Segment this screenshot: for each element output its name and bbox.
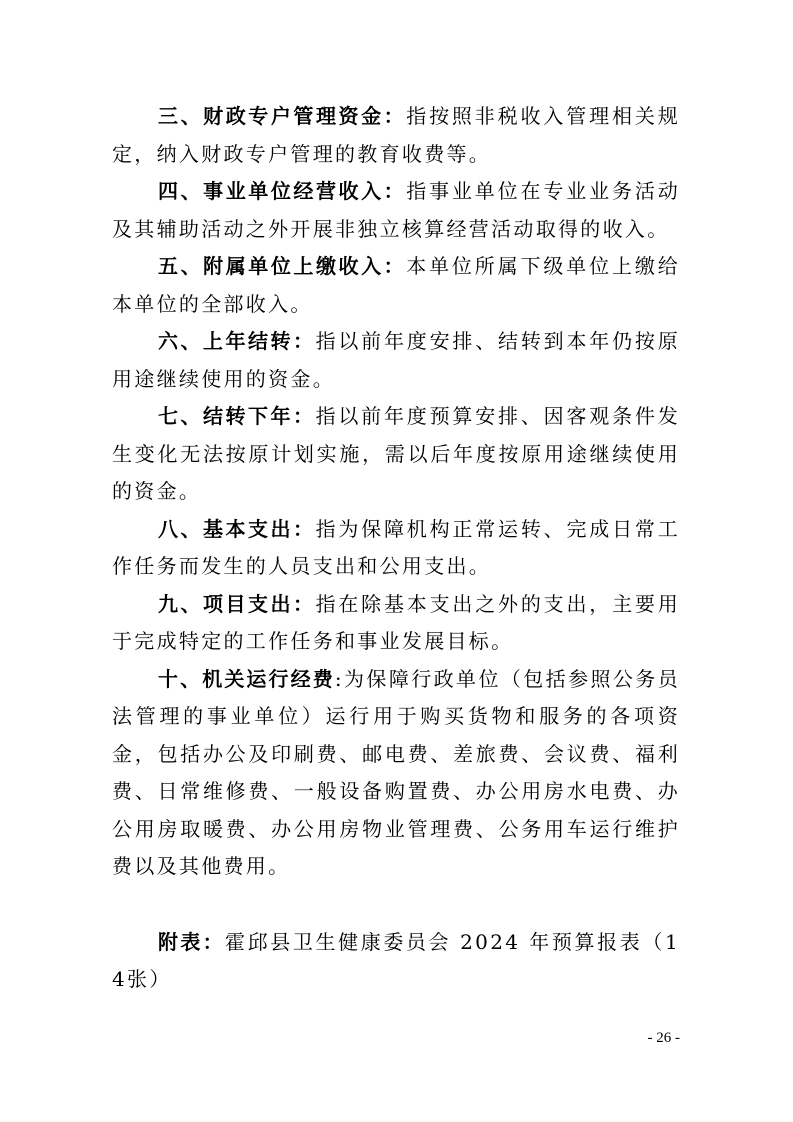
attachment-term: 附表：: [158, 929, 225, 954]
page-number: - 26 -: [647, 1030, 680, 1046]
section-term: 八、基本支出：: [158, 516, 316, 541]
section-term: 十、机关运行经费: [158, 666, 335, 691]
section-text: :为保障行政单位（包括参照公务员法管理的事业单位）运行用于购买货物和服务的各项资金，包括办公及印刷费、邮电费、差旅费、会议费、福利费、日常维修费、一般设备购置费、办公用房水电费、办公用房取暖费、办公用房物业管理费、公务用车运行维护费以及其他费用。: [112, 666, 680, 878]
section-text: 指以前年度预算安排、因客观条件发生变化无法按原计划实施，需以后年度按原用途继续使用的资金。: [112, 404, 680, 503]
attachment-note: [112, 924, 680, 999]
section-9: [112, 586, 680, 661]
section-6: [112, 323, 680, 398]
section-text: 本单位所属下级单位上缴给本单位的全部收入。: [112, 254, 680, 316]
section-term: 九、项目支出：: [158, 591, 316, 616]
section-text: 指在除基本支出之外的支出，主要用于完成特定的工作任务和事业发展目标。: [112, 591, 680, 653]
section-term: 五、附属单位上缴收入：: [158, 254, 407, 278]
section-term: 四、事业单位经营收入：: [158, 179, 407, 203]
section-3: [112, 98, 680, 173]
section-8: [112, 511, 680, 586]
section-text: 指以前年度安排、结转到本年仍按原用途继续使用的资金。: [112, 329, 680, 391]
section-7: [112, 398, 680, 511]
attachment-text: 霍邱县卫生健康委员会 2024 年预算报表（14张）: [112, 929, 680, 991]
section-term: 六、上年结转：: [158, 329, 316, 353]
section-term: 三、财政专户管理资金：: [158, 104, 407, 128]
section-text: 指为保障机构正常运转、完成日常工作任务而发生的人员支出和公用支出。: [112, 516, 680, 578]
section-10: [112, 661, 680, 886]
section-term: 七、结转下年：: [158, 404, 316, 428]
section-4: [112, 173, 680, 248]
section-5: [112, 248, 680, 323]
section-text: 指事业单位在专业业务活动及其辅助活动之外开展非独立核算经营活动取得的收入。: [112, 179, 680, 241]
document-body: [112, 98, 680, 999]
section-text: 指按照非税收入管理相关规定，纳入财政专户管理的教育收费等。: [112, 104, 680, 166]
